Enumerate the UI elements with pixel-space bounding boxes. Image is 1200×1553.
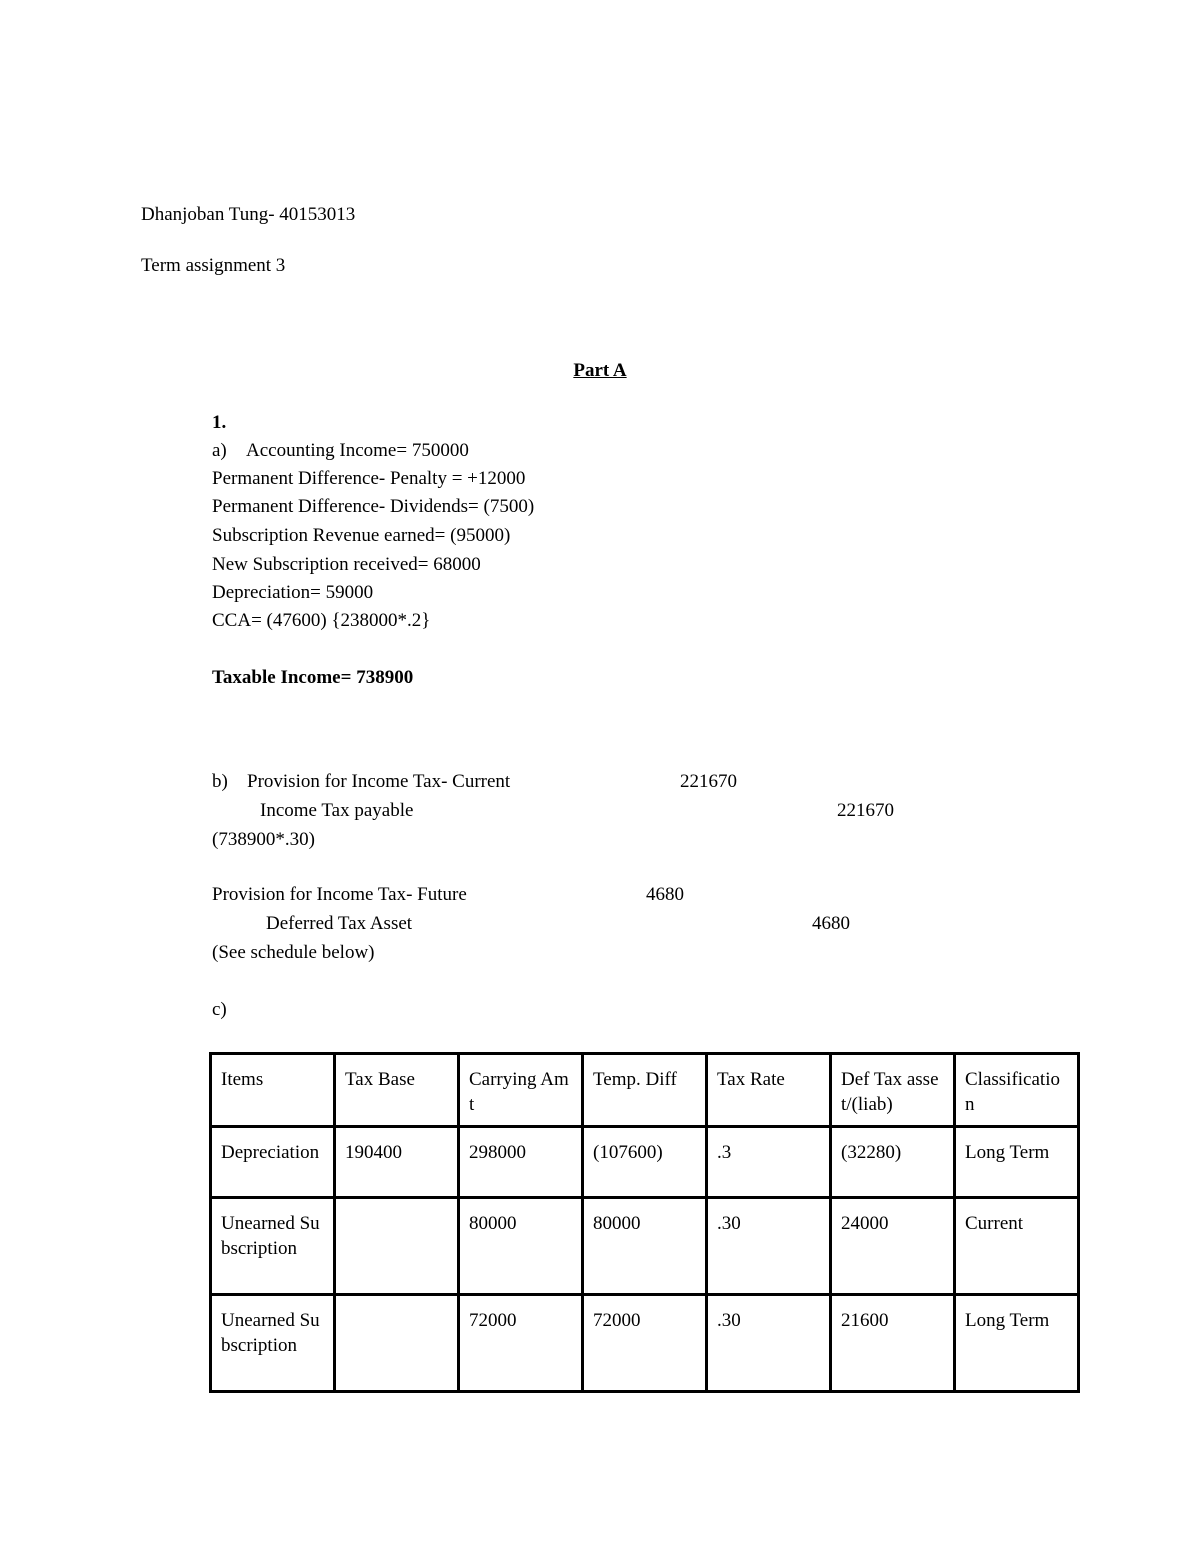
journal-credit-account: Deferred Tax Asset	[266, 913, 413, 934]
journal-note: (See schedule below)	[212, 942, 375, 963]
table-cell: Long Term	[955, 1127, 1079, 1198]
table-cell	[335, 1198, 459, 1295]
deferred-tax-schedule-table	[209, 1052, 1080, 1393]
journal-debit-amount: 4680	[646, 884, 684, 905]
table-cell: 298000	[459, 1127, 583, 1198]
author-line: Dhanjoban Tung- 40153013	[141, 204, 356, 225]
part-a-line: Subscription Revenue earned= (95000)	[212, 525, 511, 546]
table-cell: 72000	[583, 1295, 707, 1392]
assignment-line: Term assignment 3	[141, 255, 286, 276]
table-cell: (32280)	[831, 1127, 955, 1198]
journal-credit-amount: 221670	[837, 800, 894, 821]
table-row	[211, 1198, 1079, 1295]
table-cell: Current	[955, 1198, 1079, 1295]
table-cell: 24000	[831, 1198, 955, 1295]
table-cell: Depreciation	[211, 1127, 335, 1198]
section-title: Part A	[573, 360, 627, 381]
table-cell: 80000	[459, 1198, 583, 1295]
part-b-label: b)	[212, 771, 228, 792]
table-cell: Unearned Subscription	[211, 1295, 335, 1392]
table-header-cell: Items	[211, 1054, 335, 1127]
journal-note: (738900*.30)	[212, 829, 315, 850]
question-number: 1.	[212, 412, 227, 433]
part-a-line: New Subscription received= 68000	[212, 554, 481, 575]
table-header-cell: Tax Base	[335, 1054, 459, 1127]
table-cell: 80000	[583, 1198, 707, 1295]
table-header-cell: Classification	[955, 1054, 1079, 1127]
journal-debit-account: Provision for Income Tax- Current	[247, 771, 511, 792]
table-header-cell: Tax Rate	[707, 1054, 831, 1127]
journal-debit-account: Provision for Income Tax- Future	[212, 884, 467, 905]
part-a-line: Permanent Difference- Dividends= (7500)	[212, 496, 535, 517]
table-cell	[335, 1295, 459, 1392]
table-row	[211, 1295, 1079, 1392]
journal-debit-amount: 221670	[680, 771, 737, 792]
table-cell: .3	[707, 1127, 831, 1198]
part-c-label: c)	[212, 999, 227, 1020]
table-cell: .30	[707, 1295, 831, 1392]
table-row	[211, 1127, 1079, 1198]
table-cell: Unearned Subscription	[211, 1198, 335, 1295]
table-cell: 72000	[459, 1295, 583, 1392]
part-a-line: Permanent Difference- Penalty = +12000	[212, 468, 526, 489]
table-cell: 21600	[831, 1295, 955, 1392]
table-header-cell: Carrying Amt	[459, 1054, 583, 1127]
table-cell: Long Term	[955, 1295, 1079, 1392]
part-a-line: Depreciation= 59000	[212, 582, 374, 603]
taxable-income-result: Taxable Income= 738900	[212, 667, 414, 688]
journal-credit-account: Income Tax payable	[260, 800, 414, 821]
part-a-line: Accounting Income= 750000	[246, 440, 469, 461]
table-header-cell: Temp. Diff	[583, 1054, 707, 1127]
table-cell: (107600)	[583, 1127, 707, 1198]
table-cell: 190400	[335, 1127, 459, 1198]
table-header-row	[211, 1054, 1079, 1127]
journal-credit-amount: 4680	[812, 913, 850, 934]
table-cell: .30	[707, 1198, 831, 1295]
part-a-line: CCA= (47600) {238000*.2}	[212, 610, 431, 631]
table-header-cell: Def Tax asset/(liab)	[831, 1054, 955, 1127]
part-a-label: a)	[212, 440, 227, 461]
